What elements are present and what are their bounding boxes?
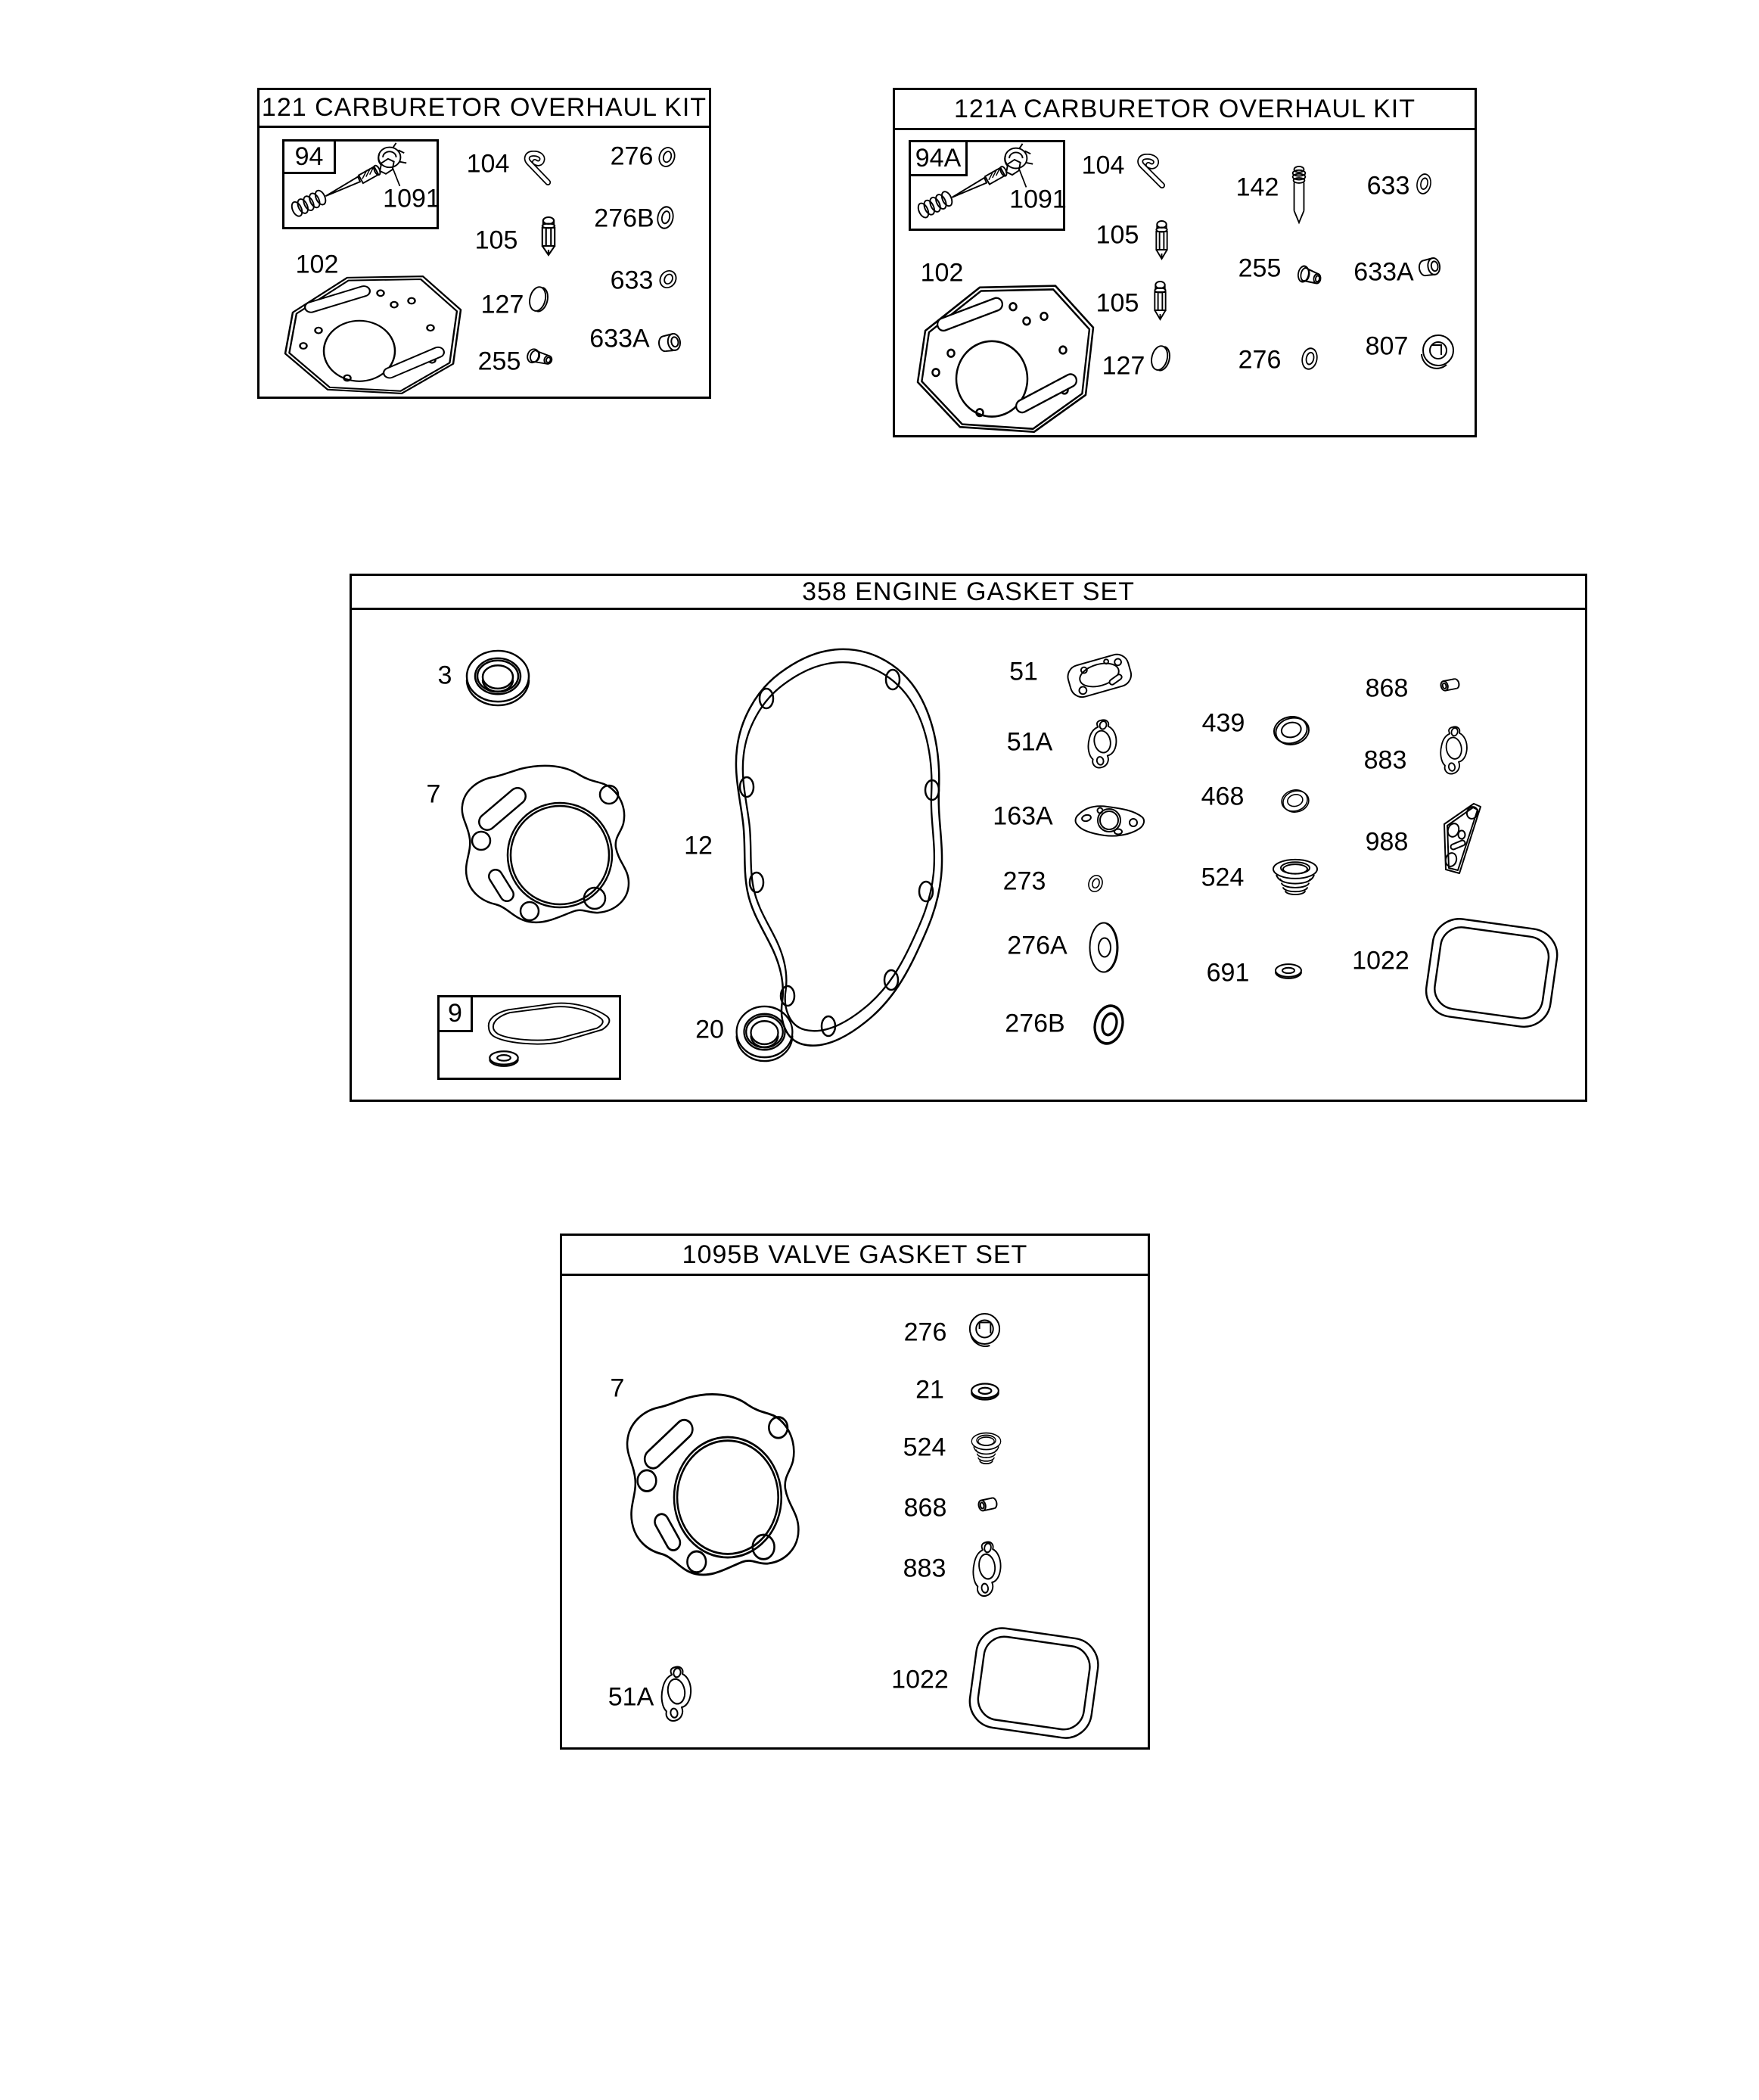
part-label-633A: 633A [589, 324, 650, 353]
part-label-633: 633 [1366, 171, 1410, 201]
part-label-273: 273 [1002, 866, 1046, 896]
part-label-1022: 1022 [1352, 946, 1409, 975]
grommet-icon [1416, 334, 1457, 369]
cylinder-head-gasket-icon [619, 1391, 816, 1591]
part-label-127: 127 [1102, 351, 1145, 381]
part-label-104: 104 [1081, 151, 1125, 180]
part-label-255: 255 [477, 347, 521, 376]
hook-link-icon [1128, 154, 1167, 189]
kit-title-1095B: 1095B VALVE GASKET SET [562, 1236, 1148, 1276]
part-label-51A: 51A [1006, 727, 1053, 757]
part-label-276: 276 [1238, 345, 1282, 375]
part-label-468: 468 [1201, 782, 1245, 811]
flat-washer-icon [1273, 962, 1304, 981]
needle-valve-icon [1154, 220, 1170, 261]
oval-disc-icon [528, 285, 550, 314]
kit-box-1095B [560, 1234, 1150, 1750]
part-label-1022: 1022 [891, 1665, 949, 1694]
oval-disc-icon [1150, 344, 1172, 373]
inset-9 [437, 995, 621, 1080]
part-label-868: 868 [903, 1493, 947, 1523]
sleeve-icon [976, 1495, 999, 1514]
bushing-icon [657, 330, 682, 356]
part-label-524: 524 [1201, 863, 1245, 892]
o-ring-icon [1090, 1003, 1127, 1047]
part-label-807: 807 [1365, 331, 1409, 361]
part-label-102: 102 [920, 258, 964, 288]
o-ring-icon [1300, 347, 1319, 371]
crankcase-gasket-icon [713, 642, 954, 1058]
part-label-988: 988 [1365, 827, 1409, 857]
carburetor-mounting-gasket-icon [275, 269, 465, 397]
kit-body-121 [259, 90, 709, 397]
part-label-7: 7 [426, 779, 441, 809]
flange-gasket-icon [971, 1541, 1006, 1599]
part-label-163A: 163A [993, 801, 1053, 831]
part-label-1091: 1091 [383, 184, 440, 213]
part-label-276B: 276B [594, 204, 654, 233]
inset-label-94A: 94A [911, 142, 968, 176]
part-label-102: 102 [295, 250, 339, 279]
part-label-276B: 276B [1005, 1009, 1065, 1038]
part-label-127: 127 [480, 290, 524, 319]
sleeve-icon [1438, 677, 1461, 693]
part-label-12: 12 [684, 831, 713, 860]
part-label-276: 276 [610, 142, 654, 171]
part-label-276: 276 [903, 1318, 947, 1347]
part-label-21: 21 [915, 1375, 944, 1405]
part-label-3: 3 [437, 661, 452, 690]
oval-washer-icon [1088, 920, 1124, 975]
nozzle-icon [1296, 264, 1323, 291]
valve-cover-gasket-icon [481, 1002, 614, 1047]
threaded-plug-icon [969, 1431, 1003, 1464]
kit-title-358: 358 ENGINE GASKET SET [352, 576, 1585, 610]
flange-gasket-icon [1086, 719, 1122, 770]
part-label-105-bottom: 105 [1095, 288, 1139, 318]
part-label-20: 20 [695, 1015, 724, 1044]
o-ring-icon [1415, 173, 1433, 195]
part-label-104: 104 [466, 149, 510, 179]
triangular-gasket-icon [1438, 801, 1489, 877]
inset-94A [909, 140, 1065, 231]
part-label-524: 524 [903, 1433, 946, 1462]
nozzle-icon [525, 347, 555, 371]
part-label-105: 105 [474, 226, 518, 255]
square-gasket-icon [1417, 910, 1566, 1037]
square-gasket-icon [961, 1619, 1107, 1748]
kit-title-121: 121 CARBURETOR OVERHAUL KIT [259, 90, 709, 128]
carburetor-mounting-gasket-icon [907, 276, 1098, 437]
flange-gasket-icon [1438, 726, 1472, 776]
part-label-51A: 51A [608, 1682, 654, 1712]
o-ring-icon [657, 146, 677, 168]
kit-box-358 [350, 574, 1587, 1102]
socket-plug-icon [965, 1311, 1003, 1351]
flange-gasket-icon [659, 1666, 697, 1724]
o-ring-icon [657, 269, 679, 289]
part-label-868: 868 [1365, 674, 1409, 703]
part-label-7: 7 [610, 1374, 625, 1403]
jet-screw-icon [1290, 165, 1308, 226]
washer-icon [1271, 712, 1312, 749]
intake-gasket-icon [1071, 802, 1148, 838]
kit-body-1095B [562, 1236, 1148, 1747]
washer-icon [487, 1049, 521, 1069]
part-label-883: 883 [903, 1554, 946, 1583]
part-label-633A: 633A [1353, 257, 1414, 287]
kit-box-121 [257, 88, 711, 399]
inset-label-94: 94 [284, 142, 336, 174]
oil-seal-icon [734, 1003, 795, 1066]
part-label-633: 633 [610, 266, 654, 295]
hook-link-icon [515, 151, 553, 186]
part-label-142: 142 [1235, 173, 1279, 202]
part-label-105-top: 105 [1095, 220, 1139, 250]
cylinder-head-gasket-icon [454, 763, 645, 937]
washer-icon [969, 1381, 1001, 1402]
bushing-icon [1417, 254, 1442, 280]
washer-icon [1279, 786, 1311, 816]
inset-label-9: 9 [440, 997, 473, 1032]
part-label-1091: 1091 [1009, 185, 1067, 214]
carburetor-gasket-icon [1064, 648, 1135, 702]
part-label-51: 51 [1009, 657, 1038, 686]
o-ring-icon [1086, 874, 1105, 893]
kit-body-121A [895, 90, 1475, 435]
oil-seal-icon [464, 647, 532, 710]
needle-valve-icon [539, 216, 558, 257]
part-label-276A: 276A [1007, 931, 1068, 960]
kit-body-358 [352, 576, 1585, 1100]
o-ring-icon [655, 205, 676, 230]
threaded-plug-icon [1270, 857, 1321, 895]
kit-box-121A [893, 88, 1477, 437]
needle-valve-icon [1152, 281, 1168, 322]
part-label-883: 883 [1363, 745, 1407, 775]
inset-94 [282, 139, 439, 229]
part-label-439: 439 [1201, 708, 1245, 738]
kit-title-121A: 121A CARBURETOR OVERHAUL KIT [895, 90, 1475, 130]
part-label-255: 255 [1238, 254, 1282, 283]
part-label-691: 691 [1206, 958, 1250, 988]
